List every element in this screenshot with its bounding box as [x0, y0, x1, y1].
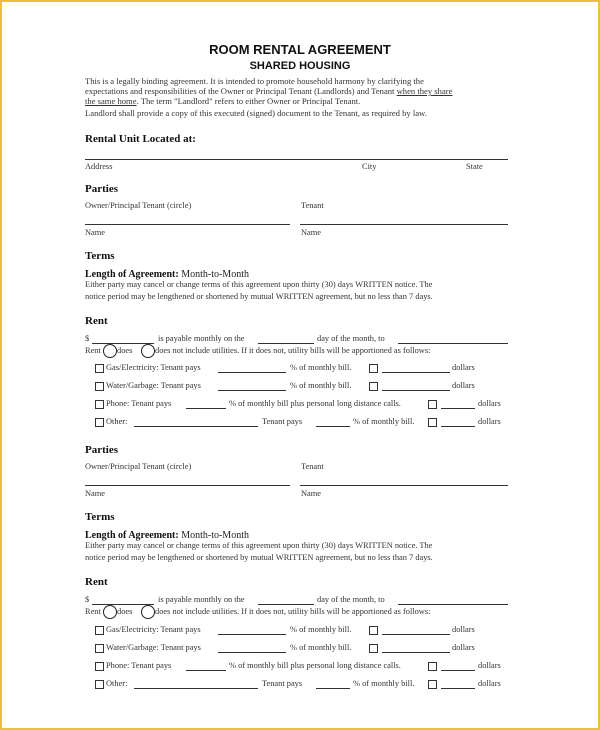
- name-label: Name: [85, 228, 105, 237]
- water-dollars-checkbox[interactable]: [369, 644, 378, 653]
- intro-text: expectations and responsibilities of the Owner or Principal Tenant (Landlords) and Tenant: [85, 86, 397, 96]
- other-percent-line[interactable]: [316, 688, 350, 689]
- terms-heading: Terms: [85, 511, 115, 523]
- water-checkbox[interactable]: [95, 644, 104, 653]
- terms-text-1: Either party may cancel or change terms of this agreement upon thirty (30) days WRITTEN notice. The: [85, 541, 433, 550]
- gas-dollars-text: dollars: [452, 625, 475, 634]
- phone-label: Phone: Tenant pays: [106, 399, 172, 408]
- other-dollars-text: dollars: [478, 417, 501, 426]
- gas-dollars-text: dollars: [452, 363, 475, 372]
- length-value: Month-to-Month: [178, 530, 249, 541]
- phone-percent-line[interactable]: [186, 408, 226, 409]
- other-dollars-checkbox[interactable]: [428, 680, 437, 689]
- name-label: Name: [85, 489, 105, 498]
- water-dollars-line[interactable]: [382, 652, 450, 653]
- does-circle-option[interactable]: [103, 344, 117, 358]
- phone-dollars-checkbox[interactable]: [428, 400, 437, 409]
- water-label: Water/Garbage: Tenant pays: [106, 381, 201, 390]
- water-dollars-text: dollars: [452, 643, 475, 652]
- gas-checkbox[interactable]: [95, 364, 104, 373]
- gas-label: Gas/Electricity: Tenant pays: [106, 625, 201, 634]
- gas-label: Gas/Electricity: Tenant pays: [106, 363, 201, 372]
- intro-line-3: [85, 96, 360, 106]
- phone-dollars-text: dollars: [478, 661, 501, 670]
- does-not-circle-option[interactable]: [141, 605, 155, 619]
- intro-line-1: This is a legally binding agreement. It is intended to promote household harmony by clarifying the: [85, 76, 424, 86]
- gas-percent-text: % of monthly bill.: [290, 625, 352, 634]
- owner-label: Owner/Principal Tenant (circle): [85, 201, 192, 210]
- dollar-sign: $: [85, 334, 90, 343]
- tenant-label: Tenant: [301, 462, 324, 471]
- payable-text: is payable monthly on the: [158, 334, 245, 343]
- water-checkbox[interactable]: [95, 382, 104, 391]
- phone-label: Phone: Tenant pays: [106, 661, 172, 670]
- gas-checkbox[interactable]: [95, 626, 104, 635]
- other-description-line[interactable]: [134, 426, 258, 427]
- owner-label: Owner/Principal Tenant (circle): [85, 462, 192, 471]
- document-title: ROOM RENTAL AGREEMENT: [209, 42, 391, 57]
- water-percent-text: % of monthly bill.: [290, 643, 352, 652]
- dollar-sign: $: [85, 595, 90, 604]
- water-dollars-text: dollars: [452, 381, 475, 390]
- does-circle-option[interactable]: [103, 605, 117, 619]
- intro-underlined-text: when they share: [396, 86, 453, 96]
- owner-name-line[interactable]: [85, 224, 290, 225]
- gas-percent-line[interactable]: [218, 634, 286, 635]
- other-dollars-checkbox[interactable]: [428, 418, 437, 427]
- gas-dollars-line[interactable]: [382, 634, 450, 635]
- address-label: Address: [85, 162, 113, 171]
- water-percent-text: % of monthly bill.: [290, 381, 352, 390]
- payee-line[interactable]: [398, 604, 508, 605]
- terms-text-1: Either party may cancel or change terms of this agreement upon thirty (30) days WRITTEN notice. The: [85, 280, 433, 289]
- gas-percent-text: % of monthly bill.: [290, 363, 352, 372]
- intro-line-4: Landlord shall provide a copy of this executed (signed) document to the Tenant, as required by law.: [85, 108, 427, 118]
- day-text: day of the month, to: [317, 595, 385, 604]
- phone-percent-text: % of monthly bill plus personal long distance calls.: [229, 399, 401, 408]
- other-checkbox[interactable]: [95, 680, 104, 689]
- terms-text-2: notice period may be lengthened or shortened by mutual WRITTEN agreement, but no less than 7 days.: [85, 553, 433, 562]
- other-tenant-pays: Tenant pays: [262, 679, 303, 688]
- length-value: Month-to-Month: [178, 269, 249, 280]
- tenant-label: Tenant: [301, 201, 324, 210]
- phone-dollars-text: dollars: [478, 399, 501, 408]
- phone-dollars-line[interactable]: [441, 408, 475, 409]
- rental-unit-heading: Rental Unit Located at:: [85, 133, 196, 145]
- rent-heading: Rent: [85, 315, 108, 327]
- phone-dollars-line[interactable]: [441, 670, 475, 671]
- day-line[interactable]: [258, 604, 314, 605]
- gas-dollars-line[interactable]: [382, 372, 450, 373]
- gas-dollars-checkbox[interactable]: [369, 626, 378, 635]
- water-label: Water/Garbage: Tenant pays: [106, 643, 201, 652]
- payee-line[interactable]: [398, 343, 508, 344]
- rent-word: Rent: [85, 607, 101, 616]
- does-not-circle-option[interactable]: [141, 344, 155, 358]
- does-not-text: does not include utilities. If it does not, utility bills will be apportioned as follows:: [155, 346, 431, 355]
- intro-underlined-text: the same home: [85, 96, 137, 106]
- other-description-line[interactable]: [134, 688, 258, 689]
- other-percent-line[interactable]: [316, 426, 350, 427]
- name-label: Name: [301, 228, 321, 237]
- city-label: City: [362, 162, 377, 171]
- does-text: does: [117, 607, 133, 616]
- other-percent-text: % of monthly bill.: [353, 417, 415, 426]
- other-tenant-pays: Tenant pays: [262, 417, 303, 426]
- address-input-line[interactable]: [85, 159, 508, 160]
- parties-heading: Parties: [85, 183, 118, 195]
- intro-line-2: [85, 86, 452, 96]
- other-percent-text: % of monthly bill.: [353, 679, 415, 688]
- rent-heading: Rent: [85, 576, 108, 588]
- length-label: Length of Agreement:: [85, 269, 179, 280]
- does-not-text: does not include utilities. If it does not, utility bills will be apportioned as follows:: [155, 607, 431, 616]
- phone-checkbox[interactable]: [95, 662, 104, 671]
- length-label: Length of Agreement:: [85, 530, 179, 541]
- does-text: does: [117, 346, 133, 355]
- parties-heading: Parties: [85, 444, 118, 456]
- rent-word: Rent: [85, 346, 101, 355]
- gas-dollars-checkbox[interactable]: [369, 364, 378, 373]
- other-dollars-line[interactable]: [441, 688, 475, 689]
- other-dollars-text: dollars: [478, 679, 501, 688]
- tenant-name-line[interactable]: [300, 485, 508, 486]
- phone-percent-text: % of monthly bill plus personal long distance calls.: [229, 661, 401, 670]
- water-dollars-line[interactable]: [382, 390, 450, 391]
- document-subtitle: SHARED HOUSING: [249, 60, 351, 72]
- gas-percent-line[interactable]: [218, 372, 286, 373]
- payable-text: is payable monthly on the: [158, 595, 245, 604]
- other-checkbox[interactable]: [95, 418, 104, 427]
- terms-heading: Terms: [85, 250, 115, 262]
- tenant-name-line[interactable]: [300, 224, 508, 225]
- intro-text: . The term "Landlord" refers to either Owner or Principal Tenant.: [136, 96, 361, 106]
- water-percent-line[interactable]: [218, 652, 286, 653]
- day-line[interactable]: [258, 343, 314, 344]
- phone-dollars-checkbox[interactable]: [428, 662, 437, 671]
- phone-percent-line[interactable]: [186, 670, 226, 671]
- owner-name-line[interactable]: [85, 485, 290, 486]
- state-label: State: [466, 162, 483, 171]
- other-dollars-line[interactable]: [441, 426, 475, 427]
- terms-text-2: notice period may be lengthened or shortened by mutual WRITTEN agreement, but no less than 7 days.: [85, 292, 433, 301]
- phone-checkbox[interactable]: [95, 400, 104, 409]
- other-label: Other:: [106, 679, 128, 688]
- day-text: day of the month, to: [317, 334, 385, 343]
- water-percent-line[interactable]: [218, 390, 286, 391]
- water-dollars-checkbox[interactable]: [369, 382, 378, 391]
- name-label: Name: [301, 489, 321, 498]
- other-label: Other:: [106, 417, 128, 426]
